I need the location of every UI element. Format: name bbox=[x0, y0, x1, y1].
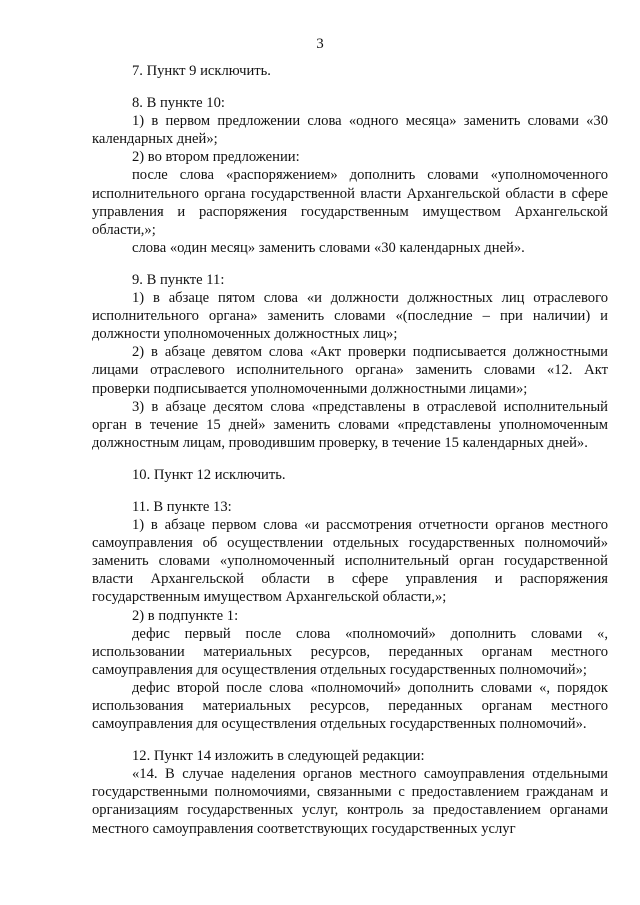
section-heading: 11. В пункте 13: bbox=[132, 498, 232, 515]
section-heading: 7. Пункт 9 исключить. bbox=[132, 63, 271, 79]
paragraph: 3) в абзаце десятом слова «представлены в отраслевой исполнительный орган в течение 15 дней» заменить словами «представлены уполномоченным должностным лицам, проводившим проверку, в течение 15 календарных дней». bbox=[92, 398, 608, 451]
paragraph: дефис второй после слова «полномочий» дополнить словами «, порядок использования материальных ресурсов, переданных органам местного самоуправления для осуществления отдельных государственных полномочий». bbox=[92, 679, 608, 733]
paragraph: 1) в первом предложении слова «одного месяца» заменить словами «30 календарных дней»; bbox=[92, 113, 608, 148]
paragraph: 2) в подпункте 1: bbox=[132, 607, 239, 624]
section-heading: 9. В пункте 11: bbox=[132, 271, 225, 288]
paragraph: «14. В случае наделения органов местного самоуправления отдельными государственными полномочиями, связанными с предоставлением гражданам и организациям государственных услуг, контроль за предоставлением органами местного самоуправления соответствующих государственных услуг bbox=[92, 766, 608, 837]
section-heading: 8. В пункте 10: bbox=[132, 95, 225, 112]
document-body bbox=[92, 58, 608, 838]
paragraph: после слова «распоряжением» дополнить словами «уполномоченного исполнительного органа государственной власти Архангельской области в сфере управления и распоряжения государственным имуществом Архангельской области,»; bbox=[92, 167, 608, 238]
page-number: 3 bbox=[316, 36, 324, 52]
paragraph: слова «один месяц» заменить словами «30 календарных дней». bbox=[132, 239, 525, 256]
paragraph: 2) во втором предложении: bbox=[132, 149, 300, 166]
paragraph: 1) в абзаце первом слова «и рассмотрения отчетности органов местного самоуправления об осуществлении отдельных государственных полномочий» заменить словами «уполномоченный исполнительный орган государственной власти Архангельской области в сфере управления и распоряжения государственным имуществом Архангельской области,»; bbox=[92, 517, 608, 606]
paragraph: дефис первый после слова «полномочий» дополнить словами «, использовании материальных ресурсов, переданных органам местного самоуправления для осуществления отдельных государственных полномочий»; bbox=[92, 625, 608, 678]
section-heading: 10. Пункт 12 исключить. bbox=[132, 466, 286, 483]
section-heading: 12. Пункт 14 изложить в следующей редакции: bbox=[132, 748, 425, 765]
paragraph: 1) в абзаце пятом слова «и должности должностных лиц отраслевого исполнительного органа» заменить словами «(последние – при наличии) и должности уполномоченных должностных лиц»; bbox=[92, 290, 608, 343]
paragraph: 2) в абзаце девятом слова «Акт проверки подписывается должностными лицами отраслевого исполнительного органа» заменить словами «12. Акт проверки подписывается уполномоченными должностными лицами»; bbox=[92, 344, 608, 397]
